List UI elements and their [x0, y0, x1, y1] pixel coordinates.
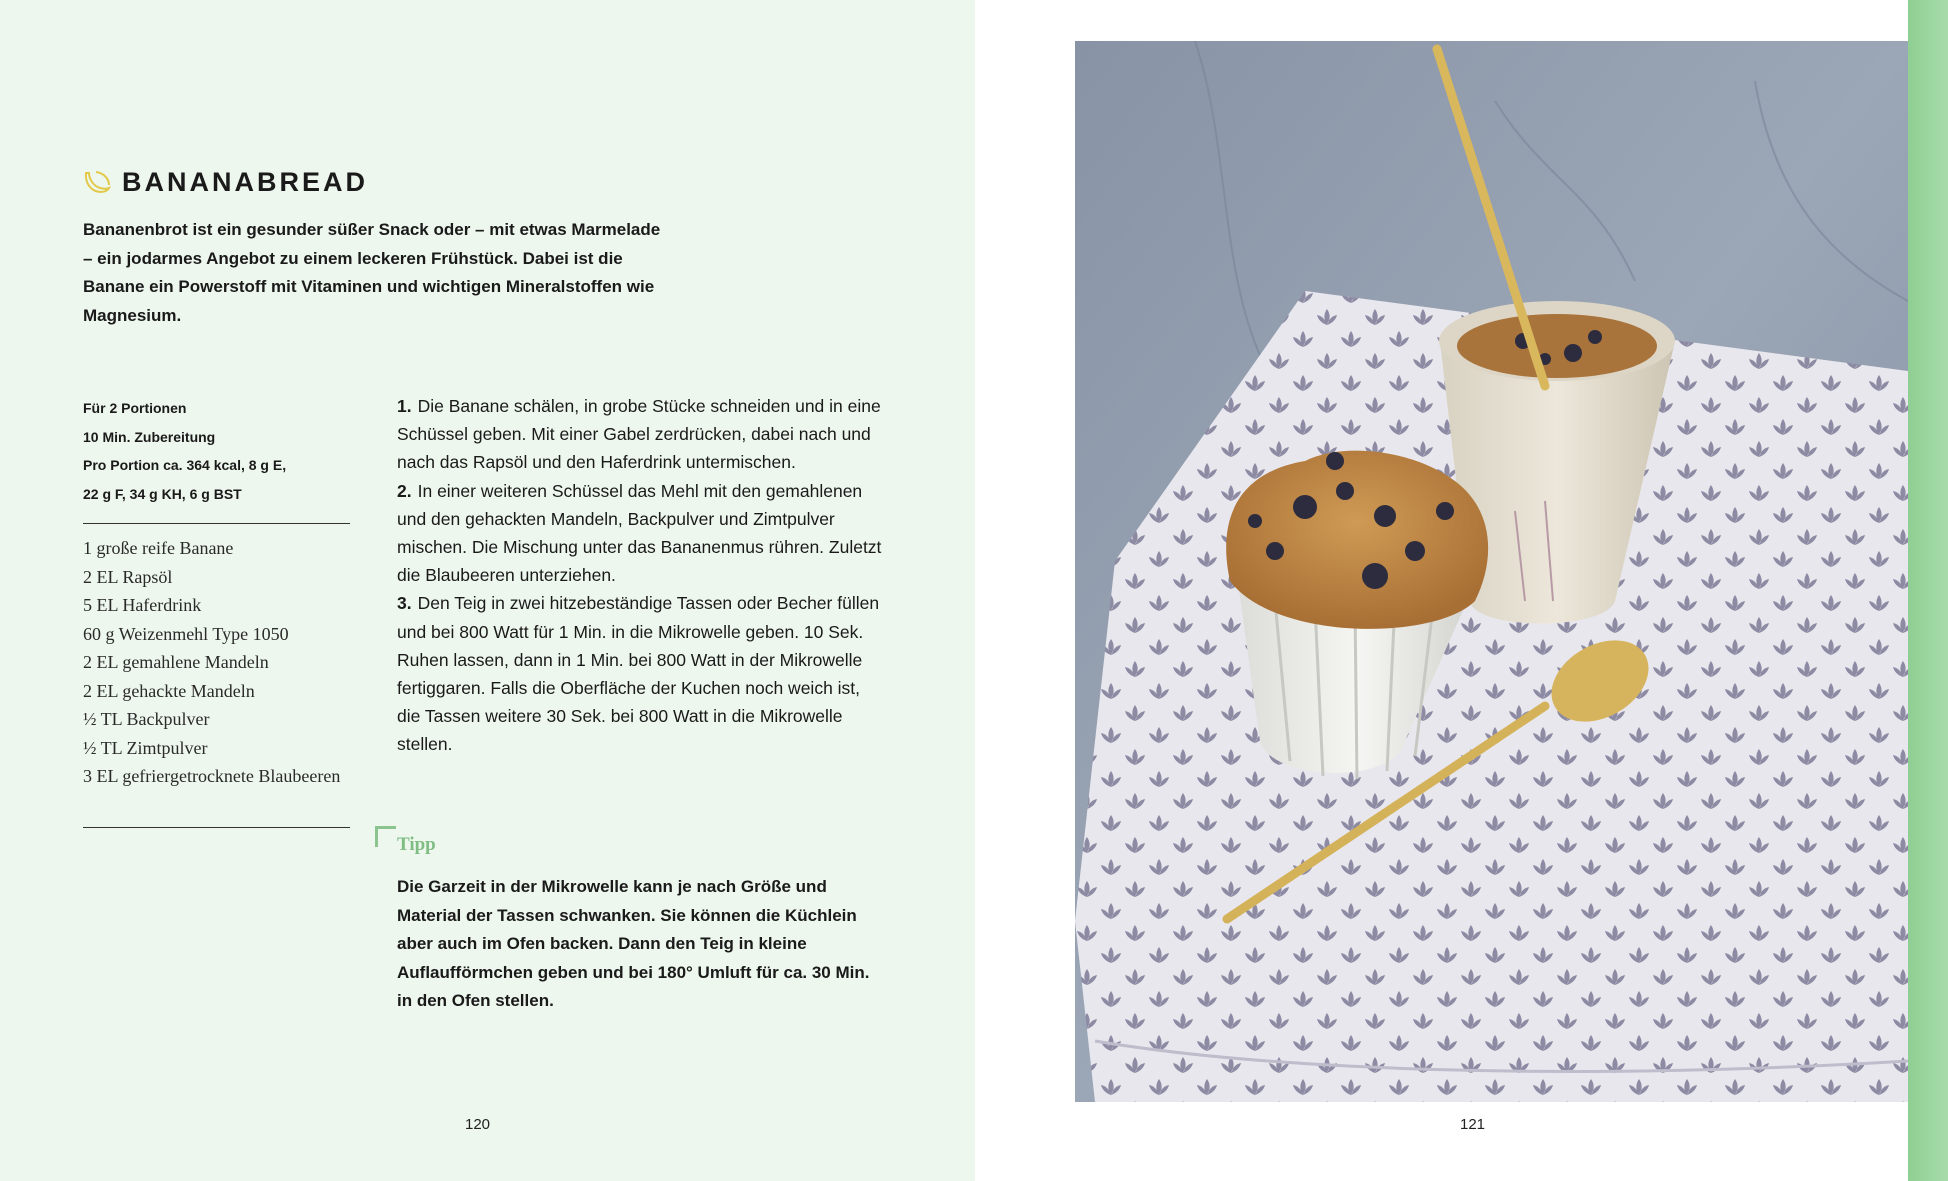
- step-text: Die Banane schälen, in grobe Stücke schneiden und in eine Schüssel geben. Mit einer Gabel zerdrücken, dabei nach und nach das Rapsöl und den Haferdrink untermischen.: [397, 396, 881, 473]
- page-number-right: 121: [1460, 1116, 1486, 1133]
- nutrition-line-1: Pro Portion ca. 364 kcal, 8 g E,: [83, 457, 287, 473]
- recipe-intro: Bananenbrot ist ein gesunder süßer Snack oder – mit etwas Marmelade – ein jodarmes Angebot zu einem leckeren Frühstück. Dabei ist die Banane ein Powerstoff mit Vitaminen und wichtigen Mineralstoffen wie Magnesium.: [83, 220, 661, 325]
- ingredient-list: [83, 534, 348, 791]
- ingredient-item: 1 große reife Banane: [83, 538, 234, 558]
- step-number: 2.: [397, 480, 412, 501]
- ingredient-item: 5 EL Haferdrink: [83, 595, 202, 615]
- servings: Für 2 Portionen: [83, 400, 187, 416]
- tip-title: Tipp: [397, 834, 436, 855]
- step-text: In einer weiteren Schüssel das Mehl mit den gemahlenen und den gehackten Mandeln, Backpulver und Zimtpulver mischen. Die Mischung unter das Bananenmus rühren. Zuletzt die Blaubeeren unterziehen.: [397, 480, 882, 586]
- nutrition-line-2: 22 g F, 34 g KH, 6 g BST: [83, 485, 242, 502]
- recipe-photo: [1075, 41, 1908, 1102]
- ingredient-item: 2 EL Rapsöl: [83, 566, 173, 587]
- step-number: 1.: [397, 396, 412, 416]
- step-text: Den Teig in zwei hitzebeständige Tassen oder Becher füllen und bei 800 Watt für 1 Min. in die Mikrowelle geben. 10 Sek. Ruhen lassen, dann in 1 Min. bei 800 Watt in der Mikrowelle fertiggaren. Falls die Oberfläche der Kuchen noch weich ist, die Tassen weitere 30 Sek. bei 800 Watt in die Mikrowelle stellen.: [397, 593, 880, 755]
- ingredient-item: 2 EL gemahlene Mandeln: [83, 652, 269, 672]
- preparation-steps: [397, 392, 883, 759]
- prep-time: 10 Min. Zubereitung: [83, 428, 216, 445]
- recipe-title: BANANABREAD: [122, 166, 368, 197]
- ingredient-item: ½ TL Zimtpulver: [83, 737, 208, 758]
- divider: [83, 523, 350, 524]
- tip-text: Die Garzeit in der Mikrowelle kann je nach Größe und Material der Tassen schwanken. Sie können die Küchlein aber auch im Ofen backen. Dann den Teig in kleine Auflaufförmchen geben und bei 180° Umluft für ca. 30 Min. in den Ofen stellen.: [397, 877, 870, 1010]
- page-edge-accent: [1908, 0, 1948, 1181]
- page-number-left: 120: [465, 1116, 491, 1133]
- ingredient-item: 2 EL gehackte Mandeln: [83, 680, 255, 701]
- step-2: [397, 477, 883, 590]
- ingredient-item: 60 g Weizenmehl Type 1050: [83, 623, 289, 644]
- tip-corner-mark: [375, 826, 396, 847]
- step-number: 3.: [397, 593, 412, 614]
- ingredient-item: 3 EL gefriergetrocknete Blaubeeren: [83, 766, 341, 786]
- step-3: [397, 589, 883, 758]
- recipe-header: [82, 162, 368, 202]
- divider: [83, 827, 350, 828]
- recipe-meta: [83, 394, 343, 508]
- banana-icon: [82, 167, 112, 197]
- step-1: [397, 392, 883, 477]
- ingredient-item: ½ TL Backpulver: [83, 709, 210, 729]
